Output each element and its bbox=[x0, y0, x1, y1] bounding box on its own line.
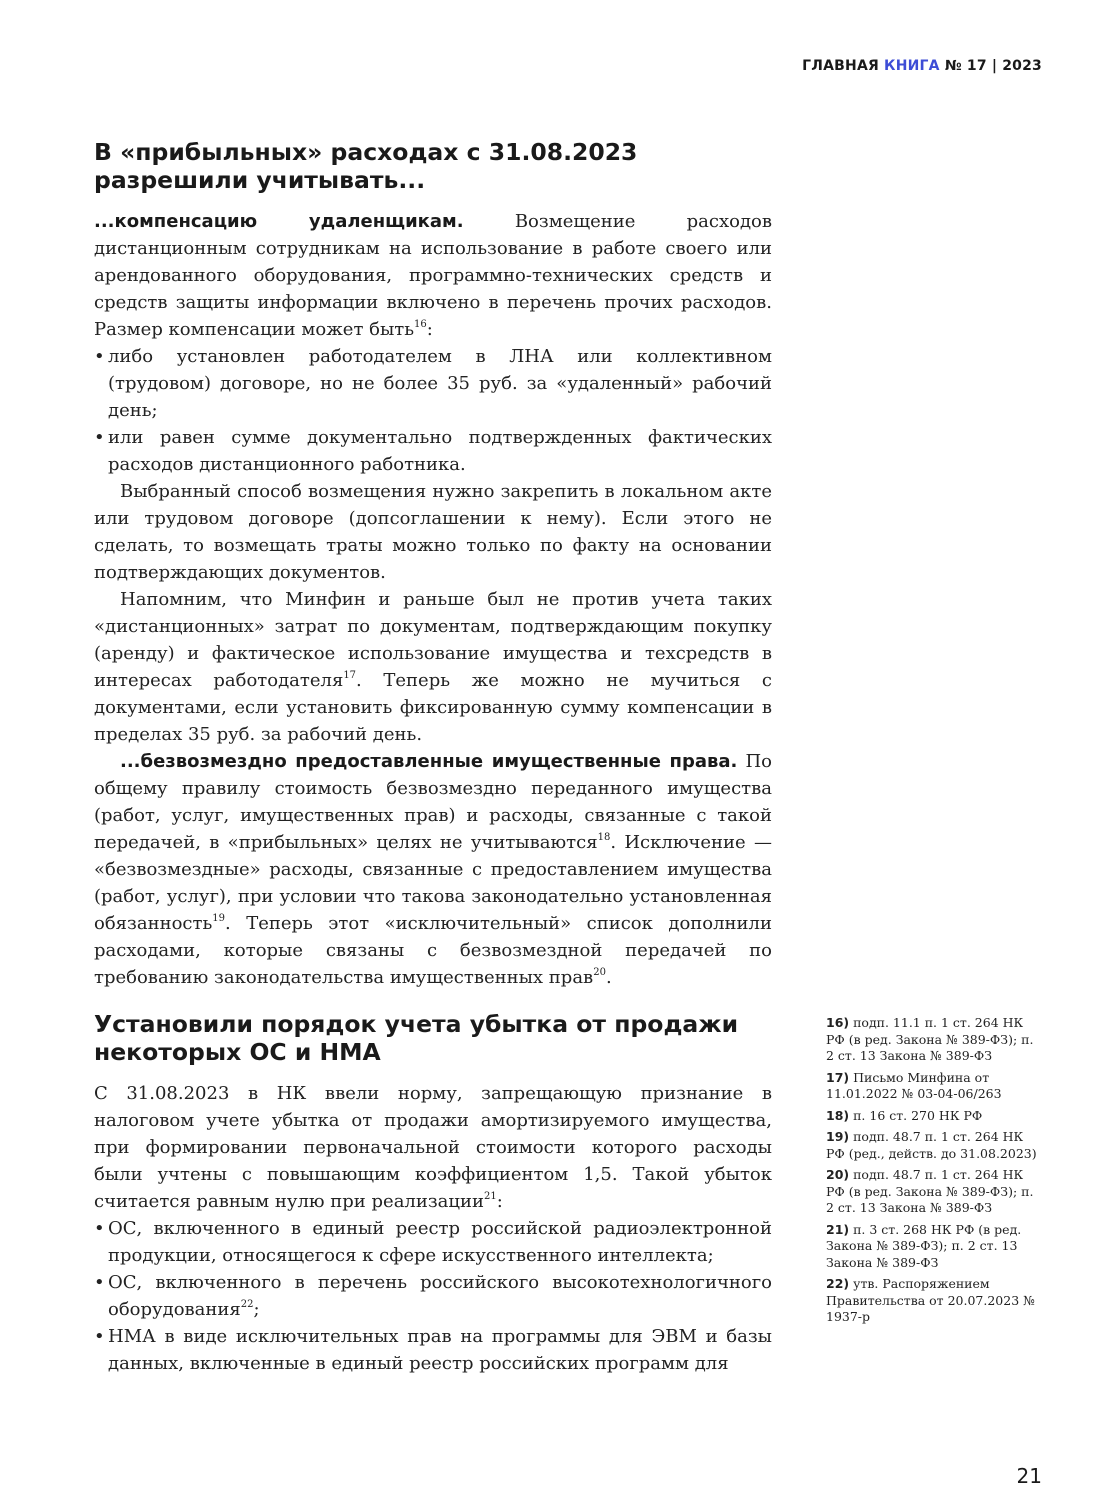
footnote-ref: 17 bbox=[343, 670, 357, 681]
footnote bbox=[826, 1015, 1044, 1065]
list-item: • или равен сумме документально подтвержденных фактических расходов дистанционного работника. bbox=[94, 424, 772, 478]
footnote bbox=[826, 1167, 1044, 1217]
footnote bbox=[826, 1070, 1044, 1103]
list-item: • ОС, включенного в единый реестр российской радиоэлектронной продукции, относящегося к сфере искусственного интеллекта; bbox=[94, 1215, 772, 1269]
footnote-ref: 21 bbox=[483, 1191, 497, 1202]
footnote-text: подп. 48.7 п. 1 ст. 264 НК РФ (ред., действ. до 31.08.2023) bbox=[826, 1129, 1037, 1161]
paragraph-text: : bbox=[496, 1191, 503, 1212]
list-item: • либо установлен работодателем в ЛНА или коллективном (трудовом) договоре, но не более 35 руб. за «удаленный» рабочий день; bbox=[94, 343, 772, 424]
footnote-text: п. 16 ст. 270 НК РФ bbox=[849, 1107, 983, 1123]
footnote-number: 16) bbox=[826, 1015, 850, 1030]
masthead-brand-accent: КНИГА bbox=[884, 58, 940, 74]
footnote-text: утв. Распоряжением Правительства от 20.07.2023 № 1937-р bbox=[826, 1276, 1035, 1324]
footnote-ref: 18 bbox=[597, 832, 611, 843]
footnote-ref: 22 bbox=[240, 1299, 254, 1310]
footnote-ref: 20 bbox=[593, 967, 606, 978]
paragraph: Выбранный способ возмещения нужно закрепить в локальном акте или трудовом договоре (допсоглашении к нему). Если этого не сделать, то возмещать траты можно только по факту на основании подтверждающих документов. bbox=[94, 481, 772, 583]
footnote-ref: 16 bbox=[414, 319, 427, 330]
footnote-ref: 19 bbox=[212, 913, 225, 924]
footnotes bbox=[826, 1015, 1044, 1331]
article-section-2 bbox=[94, 1080, 772, 1377]
paragraph-lead: ...безвозмездно предоставленные имущественные права. bbox=[120, 751, 738, 772]
bullet-list bbox=[94, 343, 772, 478]
paragraph bbox=[94, 748, 772, 991]
masthead-issue: № 17 | 2023 bbox=[944, 58, 1042, 74]
list-item-text: ; bbox=[253, 1299, 260, 1320]
list-item bbox=[94, 1269, 772, 1323]
footnote-text: подп. 11.1 п. 1 ст. 264 НК РФ (в ред. Закона № 389-ФЗ); п. 2 ст. 13 Закона № 389-ФЗ bbox=[826, 1015, 1034, 1063]
paragraph-text: Напомним, что Минфин и раньше был не против учета таких «дистанционных» затрат по документам, подтверждающим покупку (аренду) и фактическое использование имущества и техсредств в интересах работодателя bbox=[94, 589, 772, 691]
footnote bbox=[826, 1108, 1044, 1125]
footnote-number: 19) bbox=[826, 1129, 850, 1144]
footnote bbox=[826, 1222, 1044, 1272]
paragraph-text: С 31.08.2023 в НК ввели норму, запрещающую признание в налоговом учете убытка от продажи амортизируемого имущества, при формировании первоначальной стоимости которого расходы были учтены с повышающим коэффициентом 1,5. Такой убыток считается равным нулю при реализации bbox=[94, 1083, 772, 1212]
masthead bbox=[802, 58, 1042, 74]
paragraph-text: . Теперь же можно не мучиться с документами, если установить фиксированную сумму компенсации в пределах 35 руб. за рабочий день. bbox=[94, 670, 772, 745]
paragraph bbox=[94, 1080, 772, 1215]
paragraph-text: По общему правилу стоимость безвозмездно переданного имущества (работ, услуг, имущественных прав) и расходы, связанные с такой передачей, в «прибыльных» целях не учитываются bbox=[94, 751, 773, 853]
footnote-number: 21) bbox=[826, 1221, 850, 1237]
paragraph-text: . Исключение — «безвозмездные» расходы, связанные с предоставлением имущества (работ, услуг), при условии что такова законодательно установленная обязанность bbox=[94, 832, 773, 934]
masthead-brand: ГЛАВНАЯ bbox=[802, 58, 879, 74]
section-heading: Установили порядок учета убытка от продажи некоторых ОС и НМА bbox=[94, 1010, 739, 1066]
paragraph-lead: ...компенсацию удаленщикам. bbox=[94, 211, 464, 232]
footnote-number: 22) bbox=[826, 1276, 850, 1291]
paragraph-text: . Теперь этот «исключительный» список дополнили расходами, которые связаны с безвозмездной передачей по требованию законодательства имущественных прав bbox=[94, 913, 772, 988]
footnote-number: 18) bbox=[826, 1107, 850, 1123]
footnote-number: 20) bbox=[826, 1167, 850, 1182]
footnote-text: Письмо Минфина от 11.01.2022 № 03-04-06/263 bbox=[826, 1069, 1002, 1101]
list-item-text: ОС, включенного в перечень российского высокотехнологичного оборудования bbox=[108, 1272, 772, 1320]
paragraph-text: Возмещение расходов дистанционным сотрудникам на использование в работе своего или арендованного оборудования, программно-технических средств и средств защиты информации включено в перечень прочих расходов. Размер компенсации может быть bbox=[94, 211, 772, 340]
paragraph-text: : bbox=[426, 319, 433, 340]
bullet-list bbox=[94, 1215, 772, 1377]
section-heading: В «прибыльных» расходах с 31.08.2023 разрешили учитывать... bbox=[94, 138, 638, 194]
footnote bbox=[826, 1276, 1044, 1326]
article-section-1 bbox=[94, 138, 772, 991]
footnote-number: 17) bbox=[826, 1069, 850, 1085]
paragraph-text: . bbox=[605, 967, 612, 988]
section-body bbox=[94, 208, 772, 991]
paragraph bbox=[94, 586, 772, 748]
list-item: • НМА в виде исключительных прав на программы для ЭВМ и базы данных, включенные в единый реестр российских программ для bbox=[94, 1323, 772, 1377]
footnote-text: п. 3 ст. 268 НК РФ (в ред. Закона № 389-ФЗ); п. 2 ст. 13 Закона № 389-ФЗ bbox=[826, 1221, 1022, 1270]
paragraph bbox=[94, 208, 772, 343]
page-number: 21 bbox=[1016, 1464, 1042, 1488]
footnote-text: подп. 48.7 п. 1 ст. 264 НК РФ (в ред. Закона № 389-ФЗ); п. 2 ст. 13 Закона № 389-ФЗ bbox=[826, 1167, 1034, 1215]
footnote bbox=[826, 1129, 1044, 1162]
